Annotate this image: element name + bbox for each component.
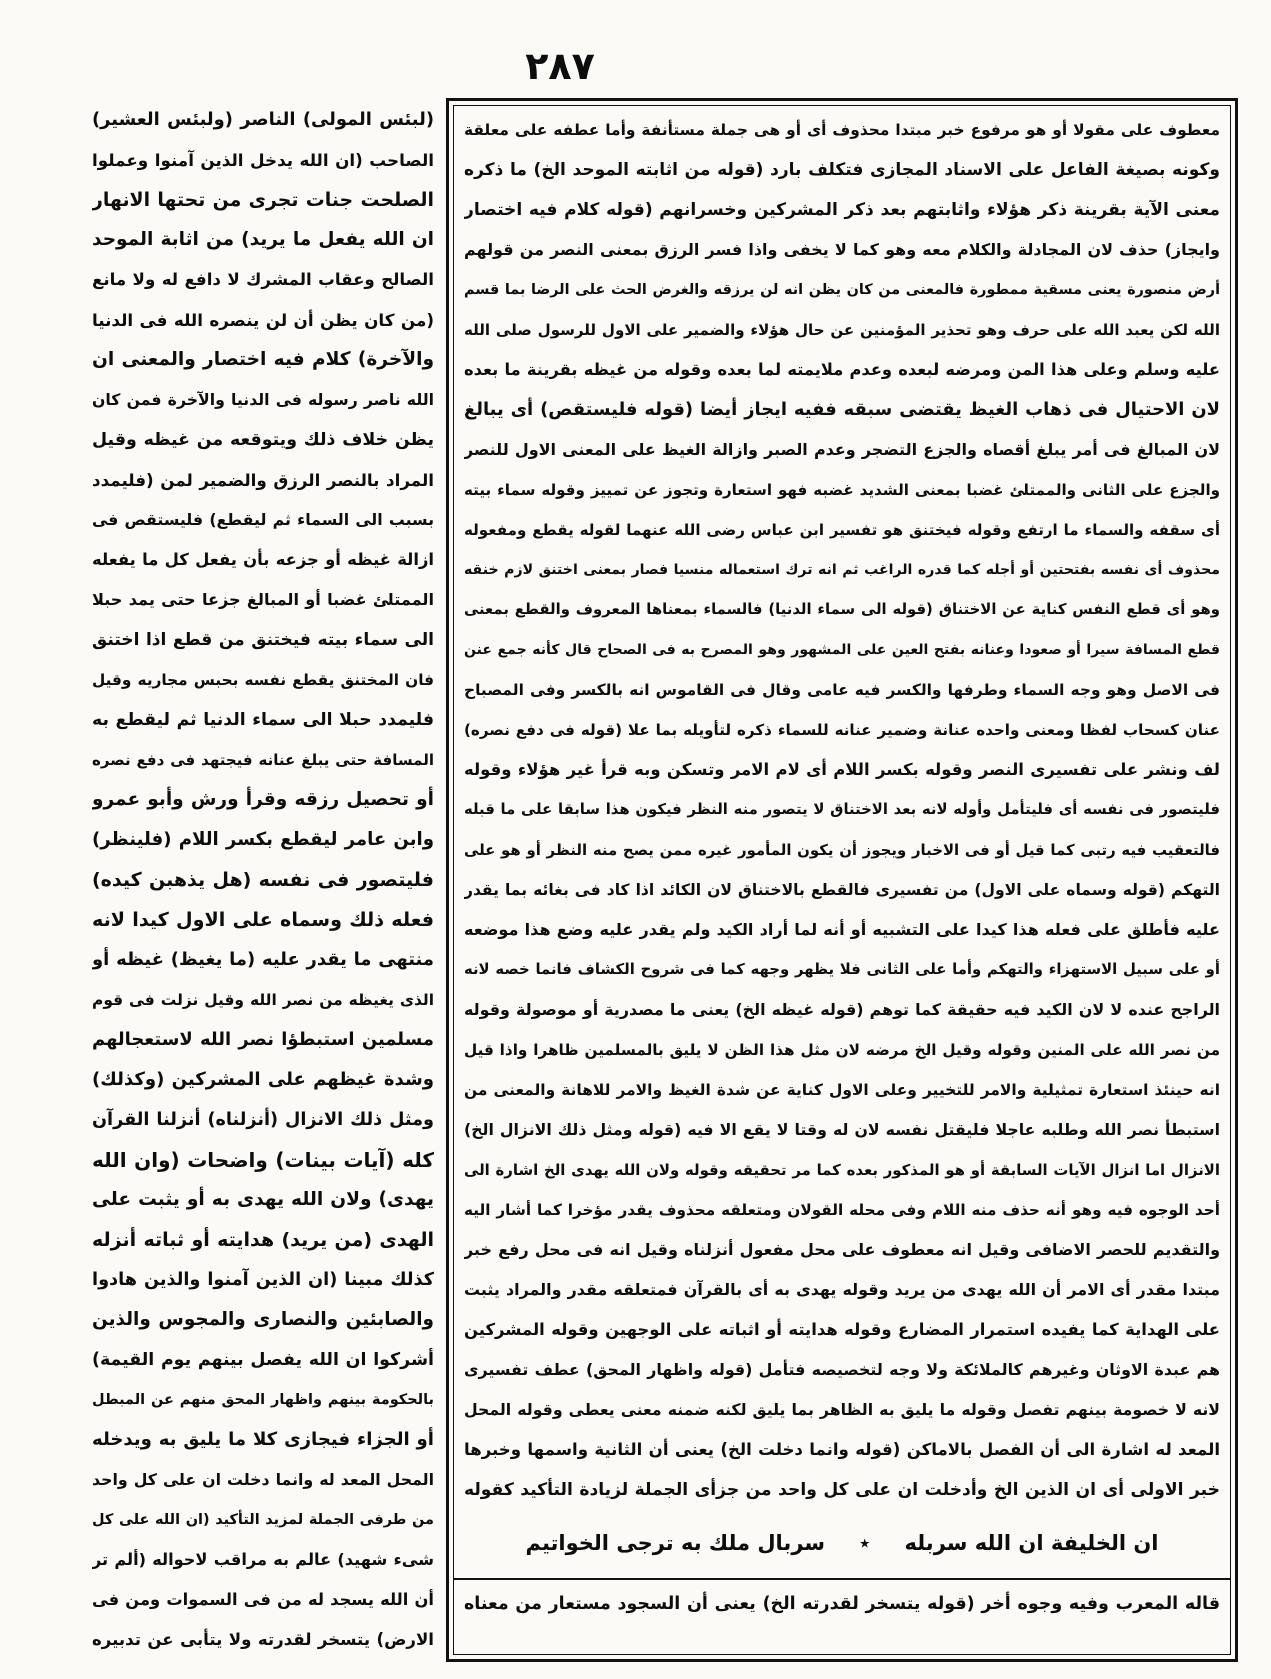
main-line: قطع المسافة سيرا أو صعودا وعنانه بفتح العين على المشهور وهو المصرح به فى الصحاح قال كأنه جمع عنن [464,642,1220,658]
margin-line: بسبب الى السماء ثم ليقطع) فليستقص فى [92,510,434,529]
margin-line: كله (آيات بينات) واضحات (وان الله [92,1148,434,1172]
margin-line: الصالح وعقاب المشرك لا دافع له ولا مانع [92,270,434,289]
main-line: استبطأ نصر الله وطلبه عاجلا فليقتل نفسه لان له وقتا لا يقع الا فيه (قوله ومثل ذلك الانزال الخ) [464,1120,1220,1139]
main-line: التهكم (قوله وسماه على الاول) من تفسيرى فالقطع بالاختناق لان الكائد اذا كاد فى بغائه بما يقدر [464,881,1220,899]
margin-line: المراد بالنصر الرزق والضمير لمن (فليمدد [92,470,434,490]
main-line: لف ونشر على تفسيرى النصر وقوله بكسر اللام أى لام الامر وتسكن وبه قرأ غير هؤلاء وقوله [464,760,1220,779]
main-line: وايجاز) حذف لان المجادلة والكلام معه وهو كما لا يخفى واذا فسر الرزق بمعنى النصر من قولهم [464,240,1220,259]
main-commentary [464,110,1220,1624]
margin-line: أو تحصيل رزقه وقرأ ورش وأبو عمرو [92,789,434,810]
margin-line: وشدة غيظهم على المشركين (وكذلك) [92,1069,434,1090]
margin-line: (من كان يظن أن لن ينصره الله فى الدنيا [92,310,434,330]
main-line: مبتدا مقدر أى الامر أن الله يهدى من يريد وقوله يهدى به أى بالقرآن فمتعلقه مقدر والمراد يثبت [464,1280,1220,1299]
main-line: لان المبالغ فى أمر يبلغ أقصاه والجزع التضجر وعدم الصبر وازالة الغيظ على المعنى الاول للنصر [464,440,1220,459]
main-line: هم عبدة الاوثان وغيرهم كالملائكة ولا وجه لتخصيصه فتأمل (قوله واظهار المحق) عطف تفسيرى [464,1360,1220,1379]
main-line: معنى الآية بقرينة ذكر هؤلاء واثابتهم بعد ذكر المشركين وخسرانهم (قوله كلام فيه اختصار [464,200,1220,220]
main-line: خبر الاولى أى ان الذين الخ وأدخلت ان على كل واحد من جزأى الجملة لزيادة التأكيد كقوله [464,1480,1220,1500]
main-line: الله لكن يعبد الله على حرف وهو تحذير المؤمنين عن حال هؤلاء والضمير على الاول للرسول صلى الله [464,321,1220,339]
main-line: فى الاصل وهو وجه السماء وطرفها والكسر فيه عامى وقال فى القاموس انه بالكسر وفى المصباح [464,681,1220,699]
margin-line: أن الله يسجد له من فى السموات ومن فى [92,1590,434,1609]
separator-rule [453,1578,1231,1580]
margin-line: الممتلئ غضبا أو المبالغ جزعا حتى يمد حبلا [92,590,434,609]
margin-line: (لبئس المولى) الناصر (ولبئس العشير) [92,109,434,130]
main-line: والجزع على الثانى والممتلئ غضبا بمعنى الشديد غضبه فهو استعارة وتجوز عن تمييز وقوله سماء بيته [464,481,1220,499]
margin-line: فعله ذلك وسماه على الاول كيدا لانه [92,908,434,931]
margin-line: ان الله يفعل ما يريد) من اثابة الموحد [92,229,434,250]
main-line: على الهداية كما يفيده استمرار المضارع وقوله هدايته أو اثباته على الوجهين وقوله المشركين [464,1320,1220,1339]
main-line: عنان كسحاب لفظا ومعنى واحده عنانة وضمير عنانه للسماء ذكره لتأويله بما علا (قوله فى دفع نصره) [464,721,1220,739]
main-line: وكونه بصيغة الفاعل على الاسناد المجازى فتكلف بارد (قوله من اثابته الموحد الخ) ما ذكره [464,160,1220,180]
margin-line: فليمدد حبلا الى سماء الدنيا ثم ليقطع به [92,710,434,730]
main-line: المعد له اشارة الى أن الفصل بالاماكن (قوله وانما دخلت الخ) يعنى أن الثانية واسمها وخبرها [464,1440,1220,1459]
margin-line: من طرفى الجملة لمزيد التأكيد (ان الله على كل [92,1512,434,1528]
margin-line: شىء شهيد) عالم به مراقب لاحواله (ألم تر [92,1550,434,1569]
margin-line: يظن خلاف ذلك ويتوقعه من غيظه وقيل [92,430,434,450]
margin-line: بالحكومة بينهم واظهار المحق منهم عن المبطل [92,1392,434,1408]
verse-second-hemistich: سربال ملك به ترجى الخواتيم [525,1531,826,1555]
main-line: فالتعقيب فيه رتبى كما قيل أو فى الاخبار ويجوز أن يكون المأمور غيره ممن يصح منه النظر أو هو على [464,841,1220,859]
margin-text [92,100,434,1660]
margin-line: فان المختنق يقطع نفسه بحبس مجاريه وقيل [92,671,434,689]
main-line: فليتصور فى نفسه أى فليتأمل وأوله لانه بعد الاختناق لا يتصور منه النظر فيكون هذا سابقا على ما قبله [464,801,1220,818]
margin-line: المسافة حتى يبلغ عنانه فيجتهد فى دفع نصره [92,751,434,769]
main-line: لان الاحتيال فى ذهاب الغيظ يقتضى سبقه ففيه ايجاز أيضا (قوله فليستقص) أى يبالغ [464,399,1220,420]
main-line: وهو أى قطع النفس كناية عن الاختناق (قوله الى سماء الدنيا) فالسماء بمعناها المعروف والقطع بمعنى [464,601,1220,618]
verse-first-hemistich: ان الخليفة ان الله سربله [904,1531,1159,1555]
page-number: ٢٨٧ [525,44,595,88]
margin-line: فليتصور فى نفسه (هل يذهبن كيده) [92,869,434,891]
margin-line: ومثل ذلك الانزال (أنزلناه) أنزلنا القرآن [92,1110,434,1130]
main-line: معطوف على مقولا أو هو مرفوع خبر مبتدا محذوف أى أو هى جملة مستأنفة وأما عطفه على معلقة [464,121,1220,139]
closing-line: قاله المعرب وفيه وجوه أخر (قوله يتسخر لقدرته الخ) يعنى أن السجود مستعار من معناه [464,1594,1220,1614]
main-line: انه حينئذ استعارة تمثيلية والامر للتخيير وعلى الاول كناية عن شدة الغيظ والامر للاهانة والمعنى من [464,1081,1220,1099]
main-line: أو على سبيل الاستهزاء والتهكم وأما على الثانى فلا يظهر وجهه كما فى شروح الكشاف فانما خصه لانه [464,961,1220,978]
margin-line: الصلحت جنات تجرى من تحتها الانهار [92,189,434,211]
main-commentary-frame [446,98,1238,1662]
margin-line: الهدى (من يريد) هدايته أو ثباته أنزله [92,1229,434,1251]
margin-line: ازالة غيظه أو جزعه بأن يفعل كل ما يفعله [92,550,434,569]
main-line: أحد الوجوه فيه وهو أنه حذف منه اللام وفى محله القولان ومتعلقه محذوف يقدر مؤخرا كما أشار اليه [464,1201,1220,1219]
main-line: عليه وسلم وعلى هذا المن ومرضه لبعده وعدم ملايمته لما بعده وقوله من غيظه بقرينة ما بعده [464,360,1220,379]
margin-line: المحل المعد له وانما دخلت ان على كل واحد [92,1470,434,1489]
margin-line: الله ناصر رسوله فى الدنيا والآخرة فمن كان [92,390,434,409]
main-line: أرض منصورة يعنى مسقية ممطورة فالمعنى من كان يظن انه لن يرزقه والغرض الحث على الرضا بما قسم [464,282,1220,298]
main-line: عليه فأطلق على فعله هذا كيدا على التشبيه أو أنه لما أراد الكيد ولم يقدر عليه وضع هذا موضعه [464,920,1220,939]
verse [464,1510,1220,1576]
margin-line: والصابئين والنصارى والمجوس والذين [92,1309,434,1330]
margin-line: يهدى) ولان الله يهدى به أو يثبت على [92,1189,434,1210]
margin-line: الارض) يتسخر لقدرته ولا يتأبى عن تدبيره [92,1630,434,1649]
main-line: لانه لا خصومة بينهم تفصل وقوله ما يليق به الظاهر بما يليق لكنه ضمنه معنى يعطى وقوله المحل [464,1400,1220,1419]
margin-line: الى سماء بيته فيختنق من قطع اذا اختنق [92,630,434,650]
margin-line: أشركوا ان الله يفصل بينهم يوم القيمة) [92,1350,434,1370]
main-line: والتقديم للحصر الاضافى وقيل انه معطوف على محل مفعول أنزلناه وقيل انه فى محل رفع خبر [464,1240,1220,1259]
margin-line: الذى يغيظه من نصر الله وقيل نزلت فى قوم [92,991,434,1009]
margin-line: مسلمين استبطؤا نصر الله لاستعجالهم [92,1029,434,1050]
verse-separator: ٭ [859,1531,871,1555]
main-line: محذوف أى نفسه بفتحتين أو أجله كما قدره الراغب ثم انه ترك استعماله منسيا فصار بمعنى اختنق لازم خنقه [464,562,1220,578]
margin-line: والآخرة) كلام فيه اختصار والمعنى ان [92,349,434,370]
margin-line: منتهى ما يقدر عليه (ما يغيظ) غيظه أو [92,949,434,970]
main-line: الانزال اما انزال الآيات السابقة أو هو المذكور بعده كما مر تحقيقه وقوله ولان الله يهدى الخ اشارة الى [464,1161,1220,1179]
margin-line: وابن عامر ليقطع بكسر اللام (فلينظر) [92,829,434,850]
margin-line: أو الجزاء فيجازى كلا ما يليق به ويدخله [92,1429,434,1450]
main-line: أى سقفه والسماء ما ارتفع وقوله فيختنق هو تفسير ابن عباس رضى الله عنهما لقوله يقطع ومفعوله [464,521,1220,539]
margin-line: الصاحب (ان الله يدخل الذين آمنوا وعملوا [92,150,434,170]
margin-line: كذلك مبينا (ان الذين آمنوا والذين هادوا [92,1270,434,1290]
main-line: الراجح عنده لا لان الكيد فيه حقيقة كما توهم (قوله غيظه الخ) يعنى ما مصدرية أو موصولة وقوله [464,1000,1220,1019]
main-line: من نصر الله على المنين وقوله وقيل الخ مرضه لان مثل هذا الظن لا يليق بالمسلمين ظاهرا واذا قيل [464,1041,1220,1059]
